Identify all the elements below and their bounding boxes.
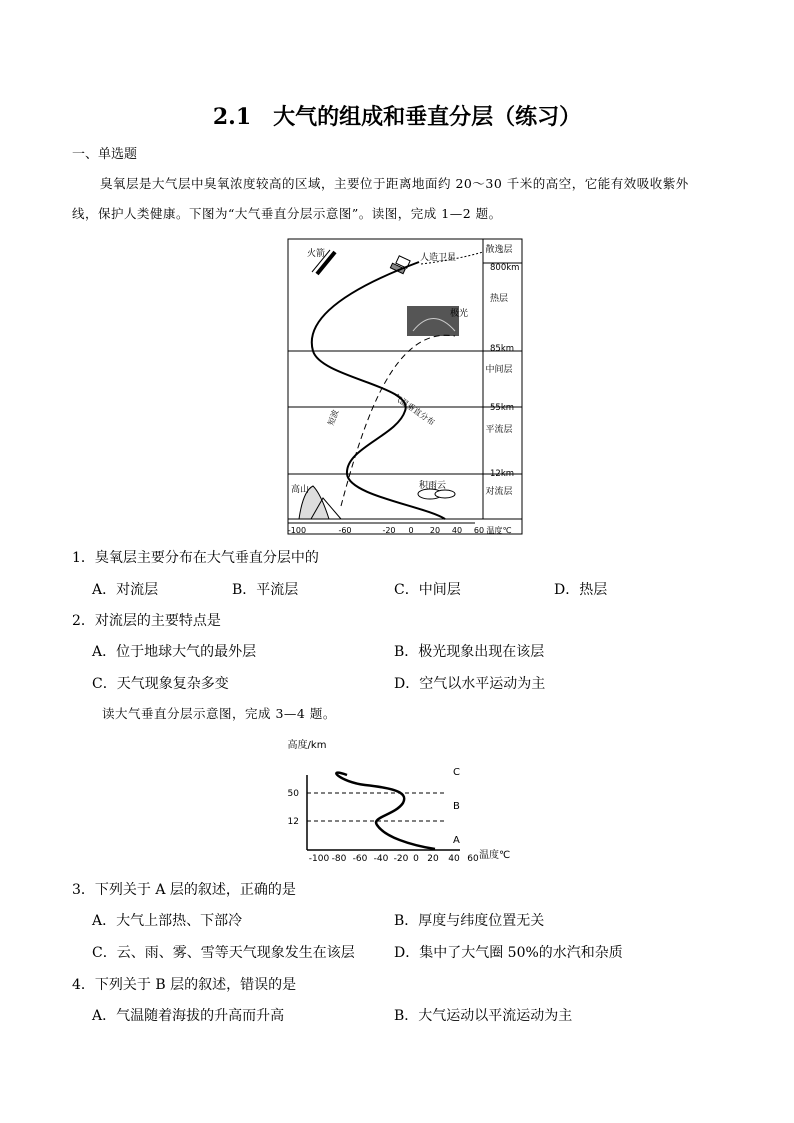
- fig2-xlabel: 温度℃: [479, 850, 511, 861]
- section-heading: 一、单选题: [72, 147, 138, 162]
- label-satellite: 人造卫星: [420, 253, 457, 263]
- fig1-xtick: 60: [473, 526, 485, 535]
- satellite-icon: [390, 256, 410, 274]
- fig2-xtick: 40: [448, 854, 460, 864]
- q1-option-c[interactable]: C．中间层: [394, 582, 461, 598]
- label-rocket: 火箭: [307, 249, 326, 259]
- fig1-xtick: 0: [408, 526, 414, 535]
- q2-option-c[interactable]: C．天气现象复杂多变: [92, 676, 229, 692]
- q4-option-a[interactable]: A．气温随着海拔的升高而升高: [92, 1008, 285, 1024]
- atmosphere-layers-figure: [285, 236, 525, 536]
- layer-mesosphere: 中间层: [485, 365, 513, 375]
- q3-option-a[interactable]: A．大气上部热、下部冷: [92, 913, 243, 929]
- layers-chart-figure: [285, 737, 515, 865]
- layer-exosphere: 散逸层: [485, 245, 513, 255]
- fig2-xtick: 20: [427, 854, 439, 864]
- fig2-xtick: -80: [331, 854, 347, 864]
- q1-option-d[interactable]: D．热层: [554, 582, 608, 598]
- ytick-50: 50: [287, 789, 299, 799]
- q1-stem: 1．臭氧层主要分布在大气垂直分层中的: [72, 550, 319, 566]
- height-12km: 12km: [490, 469, 515, 479]
- q2-option-d[interactable]: D．空气以水平运动为主: [394, 676, 546, 692]
- fig2-xtick: 0: [413, 854, 419, 864]
- fig1-xtick: -60: [338, 526, 352, 535]
- fig2-xtick: -60: [352, 854, 368, 864]
- q4-stem: 4．下列关于 B 层的叙述，错误的是: [72, 977, 297, 993]
- layer-b-label: B: [453, 801, 460, 812]
- q1-option-b[interactable]: B．平流层: [232, 582, 299, 598]
- intro-2: 读大气垂直分层示意图，完成 3—4 题。: [102, 706, 336, 721]
- fig1-xtick: 40: [451, 526, 463, 535]
- ytick-12: 12: [287, 817, 299, 827]
- fig2-xtick: -20: [393, 854, 409, 864]
- q3-option-b[interactable]: B．厚度与纬度位置无关: [394, 913, 545, 929]
- label-mountain: 高山: [291, 485, 310, 495]
- q4-option-b[interactable]: B．大气运动以平流运动为主: [394, 1008, 573, 1024]
- layer-thermosphere: 热层: [489, 294, 509, 304]
- q2-option-b[interactable]: B．极光现象出现在该层: [394, 644, 545, 660]
- height-800km: 800km: [490, 263, 520, 273]
- fig2-ylabel: 高度/km: [287, 740, 327, 751]
- intro-line-2: 线，保护人类健康。下图为“大气垂直分层示意图”。读图，完成 1—2 题。: [72, 206, 502, 221]
- layer-c-label: C: [453, 767, 460, 778]
- layer-stratosphere: 平流层: [485, 425, 513, 435]
- fig1-xtick: 20: [429, 526, 441, 535]
- q2-stem: 2．对流层的主要特点是: [72, 613, 221, 629]
- label-temperature-curve: 气温垂直分布: [391, 392, 437, 428]
- height-55km: 55km: [490, 403, 515, 413]
- height-85km: 85km: [490, 344, 515, 354]
- fig1-xtick: -100: [287, 526, 307, 535]
- intro-line-1: 臭氧层是大气层中臭氧浓度较高的区域，主要位于距离地面约 20～30 千米的高空，它能有效吸收紫外: [100, 176, 689, 191]
- fig1-xlabel: 温度℃: [486, 526, 512, 535]
- temperature-curve: [336, 773, 435, 849]
- q2-option-a[interactable]: A．位于地球大气的最外层: [92, 644, 257, 660]
- q3-stem: 3．下列关于 A 层的叙述，正确的是: [72, 882, 296, 898]
- fig2-xtick: 60: [467, 854, 479, 864]
- label-cloud: 积雨云: [419, 481, 447, 491]
- fig2-xtick: -100: [308, 854, 330, 864]
- layer-a-label: A: [453, 835, 460, 846]
- fig1-xtick: -20: [382, 526, 396, 535]
- page-title: 2.1 大气的组成和垂直分层（练习）: [212, 104, 582, 130]
- label-radio-wave: 短波: [326, 408, 341, 427]
- q1-option-a[interactable]: A．对流层: [92, 582, 159, 598]
- q3-option-c[interactable]: C．云、雨、雾、雪等天气现象发生在该层: [92, 945, 355, 961]
- q3-option-d[interactable]: D．集中了大气圈 50%的水汽和杂质: [394, 945, 623, 961]
- fig2-xtick: -40: [373, 854, 389, 864]
- layer-troposphere: 对流层: [485, 487, 513, 497]
- label-aurora: 极光: [450, 309, 469, 319]
